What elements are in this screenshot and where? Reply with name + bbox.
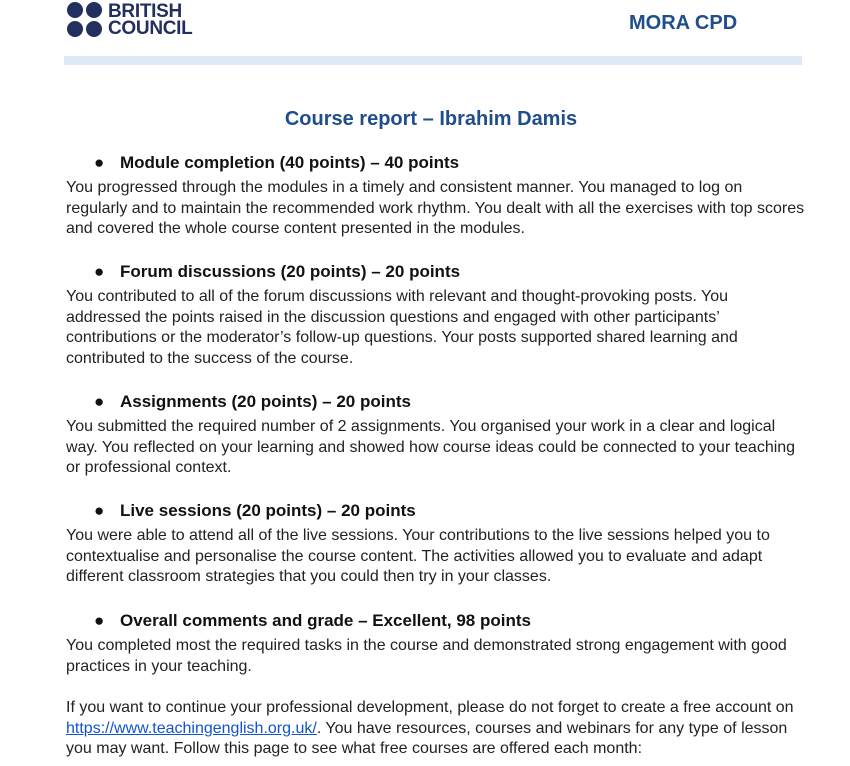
section-heading-text: Assignments (20 points) – 20 points xyxy=(120,392,411,411)
section-forum-discussions xyxy=(66,261,806,369)
section-heading xyxy=(94,500,806,522)
british-council-logo xyxy=(67,2,192,37)
logo-line-1: BRITISH xyxy=(108,0,182,22)
closing-paragraph xyxy=(66,698,806,760)
bullet-icon: ● xyxy=(94,611,105,630)
bullet-icon: ● xyxy=(94,262,105,281)
section-heading xyxy=(94,261,806,283)
section-heading-text: Live sessions (20 points) – 20 points xyxy=(120,501,416,520)
bullet-icon: ● xyxy=(94,501,105,520)
page-title: Course report – Ibrahim Damis xyxy=(284,108,578,130)
section-overall-grade xyxy=(66,610,806,677)
logo-line-2: COUNCIL xyxy=(108,17,193,39)
section-heading xyxy=(94,391,806,413)
section-body: You progressed through the modules in a timely and consistent manner. You managed to log on regularly and to maintain the recommended work rhythm. You dealt with all the exercises with top scores and covered the whole course content presented in the modules. xyxy=(66,179,805,237)
section-live-sessions xyxy=(66,500,806,588)
teachingenglish-link[interactable]: https://www.teachingenglish.org.uk/ xyxy=(66,719,317,737)
bullet-icon: ● xyxy=(94,153,105,172)
section-heading-text: Module completion (40 points) – 40 points xyxy=(120,153,460,172)
closing-text-start: If you want to continue your professional development, please do not forget to create a free account on xyxy=(66,699,794,716)
section-heading xyxy=(94,152,806,174)
logo-wordmark xyxy=(108,0,193,39)
section-heading-text: Forum discussions (20 points) – 20 points xyxy=(120,262,461,281)
section-heading xyxy=(94,610,806,632)
bullet-icon: ● xyxy=(94,392,105,411)
section-body: You were able to attend all of the live sessions. Your contributions to the live sessions helped you to contextualise and personalise the course content. The activities allowed you to evaluate and adapt different classroom strategies that you could then try in your classes. xyxy=(66,527,770,585)
closing-text-end: . You have resources, courses and webinars for any type of lesson you may want. Follow this page to see what free courses are offered each month: xyxy=(66,719,788,757)
section-heading-text: Overall comments and grade – Excellent, 98 points xyxy=(120,611,531,630)
section-assignments xyxy=(66,391,806,479)
section-body: You submitted the required number of 2 assignments. You organised your work in a clear and logical way. You reflected on your learning and showed how course ideas could be connected to your teaching or professional context. xyxy=(66,418,796,476)
header-divider-band xyxy=(64,56,802,65)
section-body: You contributed to all of the forum discussions with relevant and thought-provoking posts. You addressed the points raised in the discussion questions and engaged with other participants’ contributions or the moderator’s follow-up questions. Your posts supported shared learning and contributed to the success of the course. xyxy=(66,288,738,367)
program-name: MORA CPD xyxy=(629,12,738,34)
logo-dots-icon xyxy=(67,2,102,37)
section-module-completion xyxy=(66,152,806,240)
section-body: You completed most the required tasks in the course and demonstrated strong engagement with good practices in your teaching. xyxy=(66,637,787,675)
